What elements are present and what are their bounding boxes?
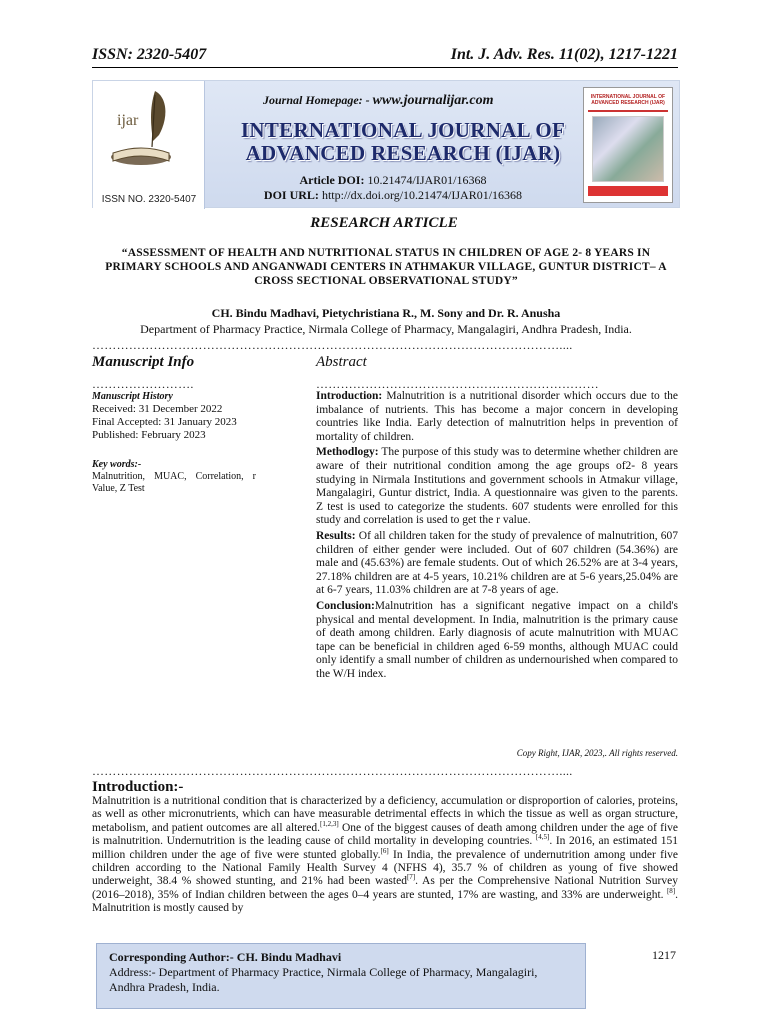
manuscript-info — [92, 390, 256, 495]
citation-ref: [6] — [380, 846, 389, 855]
accepted-date: Final Accepted: 31 January 2023 — [92, 416, 237, 428]
introduction-body: Malnutrition is a nutritional condition that is characterized by a deficiency, accumulation or disproportion of calories, proteins, as well as other micronutrients, which can have measurable detrimental effects in which the tissue as well as organ structure, metabolism, and patient outcomes are all altered.[1,2,3] One of the biggest causes of death among children under the age of five is malnutrition. Undernutrition is the leading cause of child mortality in developing countries. [4,5]. In 2016, an estimated 151 million children under the age of five were stunted globally.[6] In India, the prevalence of undernutrition among under five children according to the National Family Health Survey 4 (NFHS 4), 35.7 % of children as young of five showed underweight, 38.4 % showed stunting, and 21% had been wasted[7]. As per the Comprehensive National Nutrition Survey (2016–2018), 35% of Indian children between the ages 0–4 years are stunted, 17% are wasting, and 33% are underweight. [8]. Malnutrition is mostly caused by — [92, 795, 678, 915]
abstract-introduction: Introduction: Malnutrition is a nutritional disorder which occurs due to the imbalance of nutrients. This has become a major concern in developing countries like India. Early detection of malnutrition helps in prevention of mortality of children. — [316, 390, 678, 443]
introduction-heading: Introduction:- — [92, 779, 184, 795]
article-type: RESEARCH ARTICLE — [310, 215, 458, 231]
dotted-separator-bottom: …………………………………………………………………………………………………….... — [92, 765, 573, 777]
journal-homepage — [263, 93, 494, 109]
quill-book-icon — [103, 87, 195, 183]
keywords-label: Key words:- — [92, 459, 142, 470]
page-number: 1217 — [652, 948, 676, 962]
citation-ref: [7] — [406, 873, 416, 882]
received-date: Received: 31 December 2022 — [92, 403, 223, 415]
citation-ref: [4,5] — [535, 833, 550, 842]
dotted-separator-top: …………………………………………………………………………………………………….... — [92, 339, 573, 351]
abstract-heading: Abstract — [316, 354, 367, 370]
logo-text: ijar — [117, 112, 139, 129]
doi-label: Article DOI: — [299, 173, 365, 187]
journal-logo — [93, 81, 205, 209]
keywords-value: Malnutrition, MUAC, Correlation, r Value, Z Test — [92, 471, 256, 494]
journal-banner — [92, 80, 680, 208]
issn-text: ISSN: 2320-5407 — [92, 46, 207, 63]
logo-issn: ISSN NO. 2320-5407 — [101, 194, 197, 205]
published-date: Published: February 2023 — [92, 429, 206, 441]
cover-strip — [588, 110, 668, 112]
citation-ref: [8] — [666, 887, 676, 896]
abstract-conclusion: Conclusion:Malnutrition has a significant negative impact on a child's physical and mental development. In India, malnutrition is the primary cause of death among children. Early diagnosis of acute malnutrition with MUAC tape can be beneficial in children aged 6-59 months, although MUAC could only identify a small number of children as undernourished when compared to the W/H index. — [316, 599, 678, 680]
doi-value: 10.21474/IJAR01/16368 — [367, 173, 487, 187]
doi-block — [243, 173, 543, 203]
cover-art — [592, 116, 664, 182]
dotted-separator-right: …………………………………………………………… — [316, 378, 599, 390]
copyright-notice: Copy Right, IJAR, 2023,. All rights reserved. — [516, 748, 678, 758]
cover-title: INTERNATIONAL JOURNAL OF ADVANCED RESEARCH (IJAR) — [590, 94, 666, 106]
article-authors: CH. Bindu Madhavi, Pietychristiana R., M. Sony and Dr. R. Anusha — [211, 306, 561, 320]
running-header — [92, 44, 678, 68]
doi-url-label: DOI URL: — [263, 188, 319, 202]
corresponding-author-box — [96, 943, 586, 1009]
abstract-body — [316, 390, 678, 683]
manuscript-history-label: Manuscript History — [92, 391, 173, 402]
abstract-results: Results: Of all children taken for the study of prevalence of malnutrition, 607 children of either gender were included. Out of 607 children (54.36%) are male and (45.63%) are female students. Out of which 26.52% are at 3-4 years, 27.18% children are at 4-5 years, 10.21% children are at 5-6 years,25.04% are at 6-7 years, 11.03% children are at 7-8 years of age. — [316, 529, 678, 597]
address-label: Address:- — [109, 965, 156, 979]
doi-url-link[interactable]: http://dx.doi.org/10.21474/IJAR01/16368 — [321, 188, 523, 202]
corresponding-author-label: Corresponding Author:- — [109, 950, 234, 964]
journal-citation: Int. J. Adv. Res. 11(02), 1217-1221 — [450, 46, 678, 63]
article-affiliation: Department of Pharmacy Practice, Nirmala College of Pharmacy, Mangalagiri, Andhra Pradesh, India. — [140, 322, 632, 336]
journal-title — [213, 119, 593, 165]
journal-title-line2: ADVANCED RESEARCH (IJAR) — [245, 141, 561, 165]
journal-title-line1: INTERNATIONAL JOURNAL OF — [240, 118, 566, 142]
journal-cover-thumbnail — [583, 87, 673, 203]
corresponding-author-name: CH. Bindu Madhavi — [233, 950, 342, 964]
homepage-label: Journal Homepage: - — [263, 93, 370, 107]
homepage-link[interactable]: www.journalijar.com — [372, 93, 494, 108]
manuscript-info-heading: Manuscript Info — [92, 354, 195, 370]
address-text: Department of Pharmacy Practice, Nirmala College of Pharmacy, Mangalagiri, Andhra Pradesh, India. — [109, 965, 538, 994]
article-title: “ASSESSMENT OF HEALTH AND NUTRITIONAL STATUS IN CHILDREN OF AGE 2- 8 YEARS IN PRIMARY SCHOOLS AND ANGANWADI CENTERS IN ATHMAKUR VILLAGE, GUNTUR DISTRICT– A CROSS SECTIONAL OBSERVATIONAL STUDY” — [105, 247, 667, 287]
citation-ref: [1,2,3] — [320, 819, 339, 828]
abstract-methodology: Methodlogy: The purpose of this study was to determine whether children are aware of their nutritional condition among the age groups of2- 8 years studying in Nirmala Institutions and government schools in Atmakur village, Mangalagiri, Guntur district, India. A questionnaire was given to the parents. Z test is used to categorize the students. 607 students were enrolled for this study and correlation is used to get the r value. — [316, 446, 678, 527]
dotted-separator-left: ……………………. — [92, 378, 194, 390]
cover-footer-band — [588, 186, 668, 196]
